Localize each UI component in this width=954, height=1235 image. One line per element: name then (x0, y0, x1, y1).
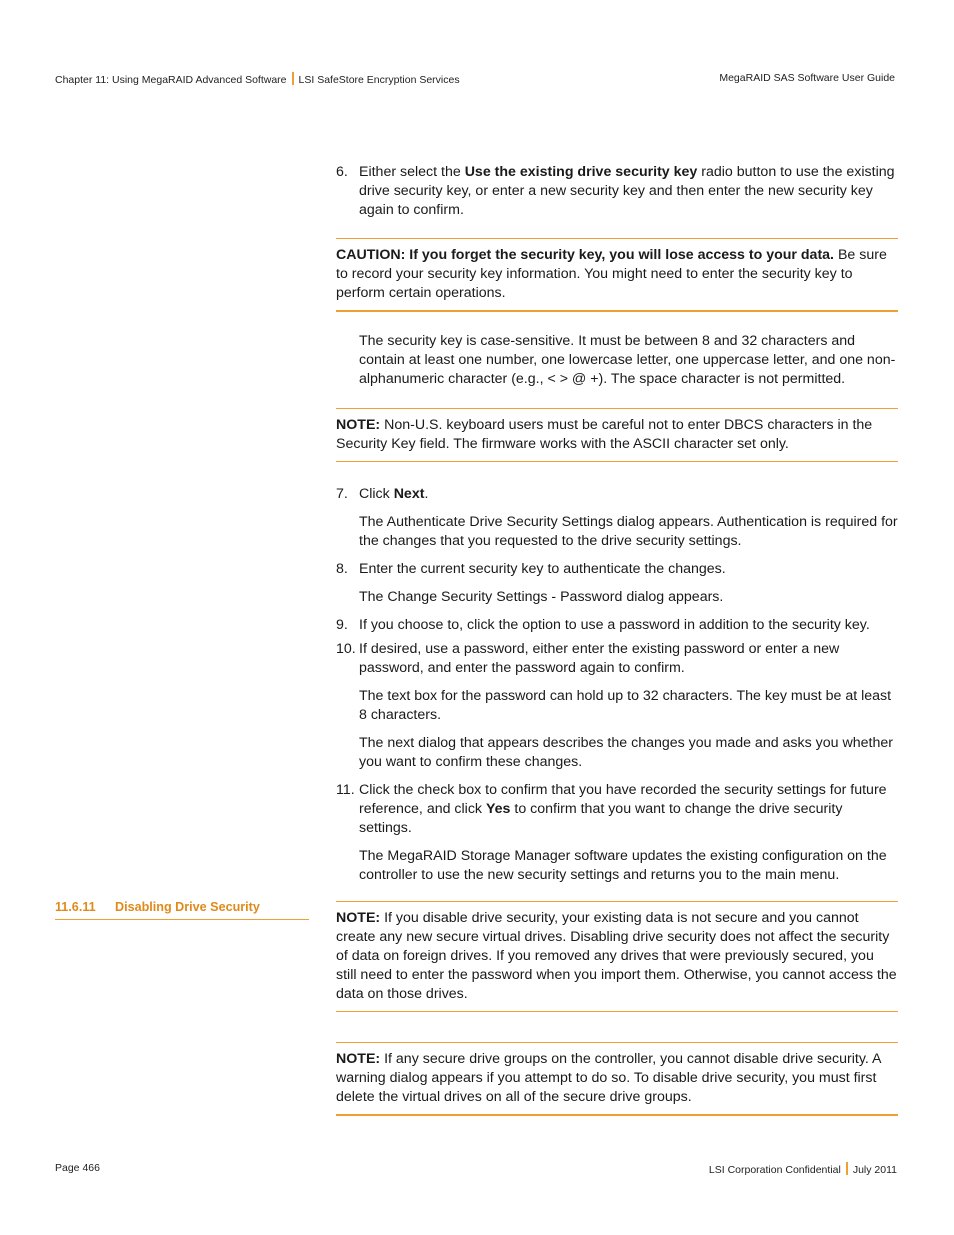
step-8-result: The Change Security Settings - Password dialog appears. (359, 589, 724, 605)
step-text: . (424, 486, 429, 502)
step-6 (336, 163, 898, 220)
step-10 (336, 640, 898, 678)
section-number: 11.6.11 (55, 900, 96, 914)
header-separator (292, 72, 294, 85)
note-box-disable-security (336, 901, 898, 1012)
step-text: Click (359, 486, 394, 502)
section-title: Disabling Drive Security (115, 900, 260, 914)
page-number: Page 466 (55, 1162, 100, 1174)
step-text: If desired, use a password, either enter the existing password or enter a new password, and enter the password again to confirm. (359, 641, 840, 676)
step-bold-text: Next (393, 486, 425, 502)
step-10-result-2: The next dialog that appears describes the changes you made and asks you whether you want to confirm these changes. (359, 735, 893, 770)
footer-separator (846, 1162, 848, 1175)
step-10-result-1: The text box for the password can hold up to 32 characters. The key must be at least 8 characters. (359, 688, 892, 723)
footer-date: July 2011 (852, 1164, 897, 1176)
step-7 (336, 485, 898, 504)
step-number: 8. (336, 561, 348, 577)
note-label: NOTE: (336, 1051, 381, 1067)
step-7-result: The Authenticate Drive Security Settings dialog appears. Authentication is required for the changes that you requested to the drive security settings. (359, 514, 898, 549)
step-11-result: The MegaRAID Storage Manager software updates the existing configuration on the controller to use the new security settings and returns you to the main menu. (359, 848, 887, 883)
note-text: Non-U.S. keyboard users must be careful not to enter DBCS characters in the Security Key field. The firmware works with the ASCII character set only. (336, 417, 873, 452)
header-chapter: Chapter 11: Using MegaRAID Advanced Software (55, 74, 287, 86)
note-box-secure-groups (336, 1042, 898, 1116)
page-footer-right (709, 1162, 897, 1176)
step-11 (336, 781, 898, 838)
note-box-dbcs (336, 408, 898, 462)
step-bold-text: Use the existing drive security key (464, 164, 698, 180)
header-section: LSI SafeStore Encryption Services (298, 74, 460, 86)
step-bold-text: Yes (485, 801, 511, 817)
step-number: 10. (336, 641, 356, 657)
page-header-left (55, 72, 460, 86)
caution-text: Be sure to record your security key information. You might need to enter the security key to perform certain operations. (336, 247, 887, 301)
caution-label: CAUTION: If you forget the security key, you will lose access to your data. (336, 247, 834, 263)
footer-company: LSI Corporation Confidential (708, 1164, 841, 1176)
caution-box (336, 238, 898, 312)
step-9 (336, 616, 898, 635)
note-text: If you disable drive security, your existing data is not secure and you cannot create any new secure virtual drives. Disabling drive security does not affect the security of data on foreign drives. If you removed any drives that were previously secured, you still need to enter the password when you import them. Otherwise, you cannot access the data on those drives. (336, 910, 897, 1002)
note-label: NOTE: (336, 910, 381, 926)
section-heading (55, 900, 309, 920)
note-label: NOTE: (336, 417, 381, 433)
step-text: radio button to use the existing drive security key, or enter a new security key and then enter the new security key again to confirm. (359, 164, 895, 218)
main-content (336, 163, 898, 1116)
step-number: 9. (336, 617, 348, 633)
step-text: Either select the (359, 164, 465, 180)
step-text: If you choose to, click the option to use a password in addition to the security key. (359, 617, 870, 633)
page-header-right: MegaRAID SAS Software User Guide (719, 72, 895, 84)
step-text: to confirm that you want to change the drive security settings. (359, 801, 843, 836)
key-rules-paragraph: The security key is case-sensitive. It must be between 8 and 32 characters and contain at least one number, one lowercase letter, one uppercase letter, and one non-alphanumeric character (e.g., < > @ +). The space character is not permitted. (359, 333, 896, 387)
step-8 (336, 560, 898, 579)
note-text: If any secure drive groups on the controller, you cannot disable drive security. A warning dialog appears if you attempt to do so. To disable drive security, you must first delete the virtual drives on all of the secure drive groups. (336, 1051, 881, 1105)
step-number: 6. (336, 164, 348, 180)
step-number: 11. (336, 782, 355, 798)
step-text: Enter the current security key to authenticate the changes. (359, 561, 726, 577)
step-text: Click the check box to confirm that you have recorded the security settings for future reference, and click (359, 782, 887, 817)
step-number: 7. (336, 486, 348, 502)
